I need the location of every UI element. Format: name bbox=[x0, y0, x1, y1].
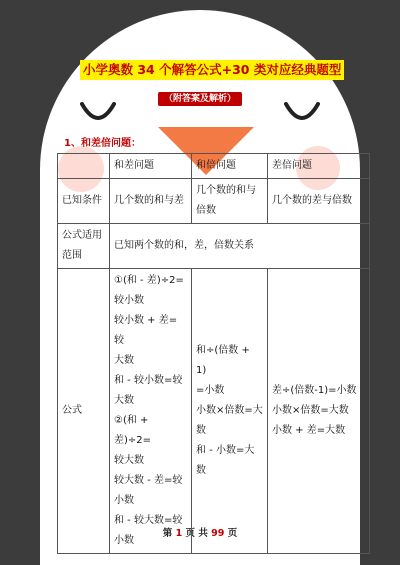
answer-badge: （附答案及解析） bbox=[158, 92, 242, 106]
left-eye-decoration bbox=[78, 98, 118, 132]
table-row-condition bbox=[58, 179, 370, 224]
header-cell-sum-diff: 和差问题 bbox=[110, 154, 192, 179]
formula-line: 小数×倍数=大数 bbox=[272, 405, 349, 416]
row-label-formula: 公式 bbox=[58, 269, 110, 554]
formula-cell-diff-multiple bbox=[268, 269, 370, 554]
condition-cell-sum-multiple: 几个数的和与倍数 bbox=[192, 179, 268, 224]
formula-line: 较大数 - 差=较 bbox=[114, 475, 183, 486]
row-label-condition: 已知条件 bbox=[58, 179, 110, 224]
formula-line: 数 bbox=[196, 425, 206, 436]
formula-line: 小数 bbox=[114, 535, 134, 546]
row-label-scope: 公式适用范围 bbox=[58, 224, 110, 269]
condition-cell-diff-multiple: 几个数的差与倍数 bbox=[268, 179, 370, 224]
footer-suffix: 页 bbox=[227, 528, 238, 539]
formula-line: 小数×倍数=大 bbox=[196, 405, 263, 416]
formula-cell-sum-diff bbox=[110, 269, 192, 554]
header-cell-sum-multiple: 和倍问题 bbox=[192, 154, 268, 179]
formula-line: 和÷(倍数 + 1) bbox=[196, 345, 250, 376]
formula-table bbox=[57, 153, 370, 554]
header-cell-diff-multiple: 差倍问题 bbox=[268, 154, 370, 179]
table-header-row bbox=[58, 154, 370, 179]
condition-cell-sum-diff: 几个数的和与差 bbox=[110, 179, 192, 224]
section-heading: 1、和差倍问题： bbox=[64, 138, 141, 149]
formula-cell-sum-multiple bbox=[192, 269, 268, 554]
scope-cell: 已知两个数的和，差，倍数关系 bbox=[110, 224, 370, 269]
formula-line: ①(和 - 差)÷2= bbox=[114, 275, 184, 286]
formula-line: 较小数 + 差=较 bbox=[114, 315, 178, 346]
formula-line: 和 - 较小数=较 bbox=[114, 375, 183, 386]
footer-middle: 页 共 bbox=[185, 528, 208, 539]
formula-line: 大数 bbox=[114, 395, 134, 406]
formula-line: 和 - 较大数=较 bbox=[114, 515, 183, 526]
formula-line: 较大数 bbox=[114, 455, 144, 466]
table-row-scope bbox=[58, 224, 370, 269]
formula-line: 数 bbox=[196, 465, 206, 476]
right-eye-decoration bbox=[282, 98, 322, 132]
document-title: 小学奥数 34 个解答公式+30 类对应经典题型 bbox=[80, 60, 344, 80]
formula-line: 较小数 bbox=[114, 295, 144, 306]
formula-line: 和 - 小数=大 bbox=[196, 445, 255, 456]
formula-line: 大数 bbox=[114, 355, 134, 366]
footer-prefix: 第 bbox=[162, 528, 173, 539]
formula-line: 小数 + 差=大数 bbox=[272, 425, 346, 436]
header-cell-blank bbox=[58, 154, 110, 179]
formula-line: 小数 bbox=[114, 495, 134, 506]
page-number: 1 bbox=[175, 528, 183, 539]
formula-line: =小数 bbox=[196, 385, 225, 396]
formula-line: 差÷(倍数-1)=小数 bbox=[272, 385, 357, 396]
formula-line: ②(和 + 差)÷2= bbox=[114, 415, 152, 446]
table-row-formula bbox=[58, 269, 370, 554]
page-total: 99 bbox=[211, 528, 225, 539]
